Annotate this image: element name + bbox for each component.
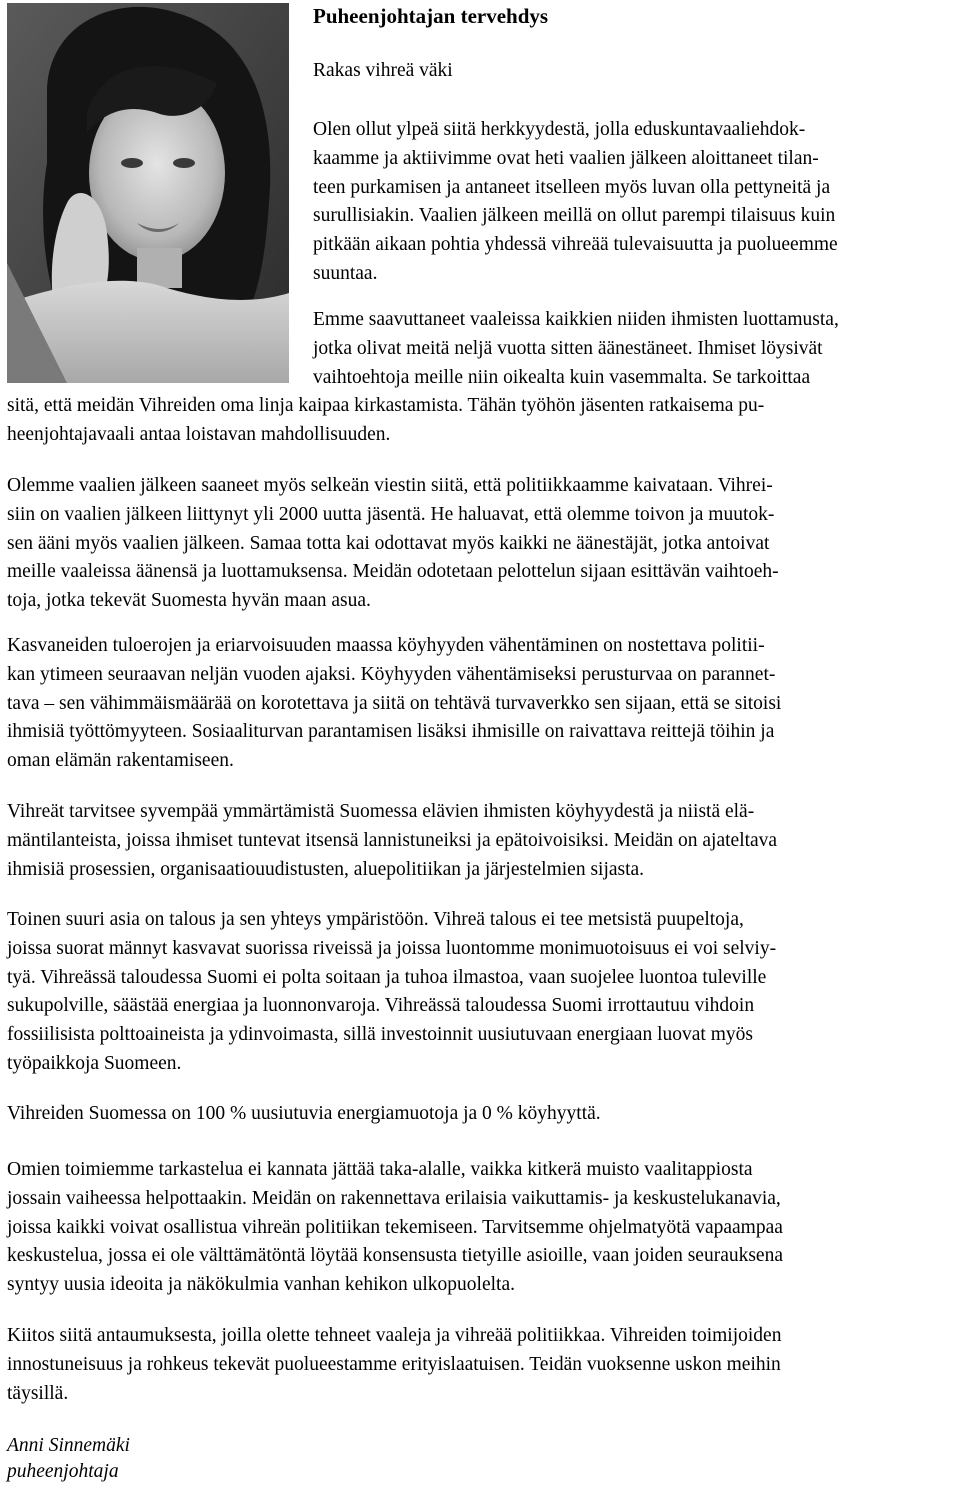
- portrait-photo: [7, 3, 289, 383]
- text-line: täysillä.: [7, 1382, 69, 1404]
- signature-role: puheenjohtaja: [7, 1461, 119, 1482]
- paragraph-6: [7, 906, 955, 1079]
- text-line: Toinen suuri asia on talous ja sen yhteys ympäristöön. Vihreä talous ei tee metsistä puupeltoja,: [7, 909, 744, 930]
- text-line: jossain vaiheessa helpottaakin. Meidän on rakennettava erilaisia vaikuttamis- ja keskustelukanavia,: [7, 1187, 781, 1209]
- text-line: toja, jotka tekevät Suomesta hyvän maan asua.: [7, 590, 371, 612]
- text-line: ihmisiä prosessien, organisaatiouudistusten, aluepolitiikan ja järjestelmien sijasta.: [7, 858, 645, 880]
- paragraph-4: [7, 632, 955, 776]
- text-line: suuntaa.: [313, 262, 378, 284]
- paragraph-9: [7, 1322, 955, 1408]
- text-line: ihmisiä työttömyyteen. Sosiaaliturvan parantamisen lisäksi ihmisille on raivattava reittejä töihin ja: [7, 721, 775, 743]
- paragraph-7: [7, 1100, 955, 1129]
- text-line: vaihtoehtoja meille niin oikealta kuin vasemmalta. Se tarkoittaa: [313, 366, 811, 388]
- text-line: heenjohtajavaali antaa loistavan mahdollisuuden.: [7, 423, 391, 445]
- text-line: Kiitos siitä antaumuksesta, joilla olette tehneet vaaleja ja vihreää politiikkaa. Vihreiden toimijoiden: [7, 1325, 782, 1346]
- text-line: Omien toimiemme tarkastelua ei kannata jättää taka-alalle, vaikka kitkerä muisto vaalitappiosta: [7, 1159, 753, 1180]
- text-line: sen ääni myös vaalien jälkeen. Samaa totta kai odottavat myös kaikki ne äänestäjät, jotka antoivat: [7, 532, 770, 554]
- greeting: Rakas vihreä väki: [313, 60, 453, 81]
- text-line: tava – sen vähimmäismäärää on korotettava ja siitä on tehtävä turvaverkko sen sijaan, että se sitoisi: [7, 692, 782, 714]
- text-line: sukupolville, säästää energiaa ja luonnonvaroja. Vihreässä taloudessa Suomi irrottautuu vihdoin: [7, 995, 755, 1017]
- text-line: fossiilisista polttoaineista ja ydinvoimasta, sillä investoinnit uusiutuvaan energiaan luovat myös: [7, 1024, 753, 1046]
- text-line: Vihreät tarvitsee syvempää ymmärtämistä Suomessa elävien ihmisten köyhyydestä ja niistä elä-: [7, 801, 755, 822]
- page-title: Puheenjohtajan tervehdys: [313, 4, 549, 28]
- text-line: työpaikkoja Suomeen.: [7, 1052, 182, 1074]
- text-line: sitä, että meidän Vihreiden oma linja kaipaa kirkastamista. Tähän työhön jäsenten ratkaisema pu-: [7, 395, 765, 416]
- text-line: Emme saavuttaneet vaaleissa kaikkien niiden ihmisten luottamusta,: [313, 309, 839, 330]
- text-line: mäntilanteista, joissa ihmiset tuntevat itsensä lannistuneiksi ja epätoivoisiksi. Meidän on ajateltava: [7, 829, 778, 851]
- paragraph-2-bottom: [7, 392, 955, 450]
- text-line: siin on vaalien jälkeen liittynyt yli 2000 uutta jäsentä. He haluavat, että olemme toivon ja muutok-: [7, 503, 775, 525]
- text-line: kaamme ja aktiivimme ovat heti vaalien jälkeen aloittaneet tilan-: [313, 147, 819, 169]
- signature-name: Anni Sinnemäki: [7, 1435, 130, 1456]
- text-line: keskustelua, jossa ei ole välttämätöntä löytää konsensusta tietyille asioille, vaan joiden seurauksena: [7, 1245, 783, 1267]
- text-line: syntyy uusia ideoita ja näkökulmia vanhan kehikon ulkopuolelta.: [7, 1274, 515, 1296]
- text-line: joissa suorat männyt kasvavat suorissa riveissä ja joissa luontomme monimuotoisuus ei voi selviy-: [7, 937, 777, 959]
- text-line: tyä. Vihreässä taloudessa Suomi ei polta soitaan ja tuhoa ilmastoa, vaan suojelee luontoa tuleville: [7, 966, 767, 988]
- paragraph-8: [7, 1156, 955, 1300]
- text-line: kan ytimeen seuraavan neljän vuoden ajaksi. Köyhyyden vähentämiseksi perusturvaa on parannet-: [7, 663, 776, 685]
- paragraph-1: [313, 116, 955, 289]
- text-line: pitkään aikaan pohtia yhdessä vihreää tulevaisuutta ja puolueemme: [313, 234, 838, 256]
- paragraph-5: [7, 798, 955, 884]
- text-line: joissa kaikki voivat osallistua vihreän politiikan tekemiseen. Tarvitsemme ohjelmatyötä vapaampaa: [7, 1216, 783, 1238]
- text-line: jotka olivat meitä neljä vuotta sitten äänestäneet. Ihmiset löysivät: [313, 337, 823, 359]
- paragraph-3: [7, 472, 955, 616]
- text-line: innostuneisuus ja rohkeus tekevät puolueestamme erityislaatuisen. Teidän vuoksenne uskon meihin: [7, 1353, 781, 1375]
- text-line: oman elämän rakentamiseen.: [7, 750, 234, 772]
- text-line: Vihreiden Suomessa on 100 % uusiutuvia energiamuotoja ja 0 % köyhyyttä.: [7, 1103, 601, 1124]
- text-line: surullisiakin. Vaalien jälkeen meillä on ollut parempi tilaisuus kuin: [313, 205, 836, 227]
- text-line: Kasvaneiden tuloerojen ja eriarvoisuuden maassa köyhyyden vähentäminen on nostettava politii-: [7, 635, 765, 656]
- text-line: Olemme vaalien jälkeen saaneet myös selkeän viestin siitä, että politiikkaamme kaivataan. Vihrei-: [7, 475, 773, 496]
- paragraph-2-top: [313, 306, 955, 392]
- text-line: Olen ollut ylpeä siitä herkkyydestä, jolla eduskuntavaaliehdok-: [313, 119, 806, 140]
- text-line: meille vaaleissa äänensä ja luottamuksensa. Meidän odotetaan pelottelun sijaan esittävän vaihtoeh-: [7, 561, 779, 583]
- text-line: teen purkamisen ja antaneet itselleen myös luvan olla pettyneitä ja: [313, 176, 831, 198]
